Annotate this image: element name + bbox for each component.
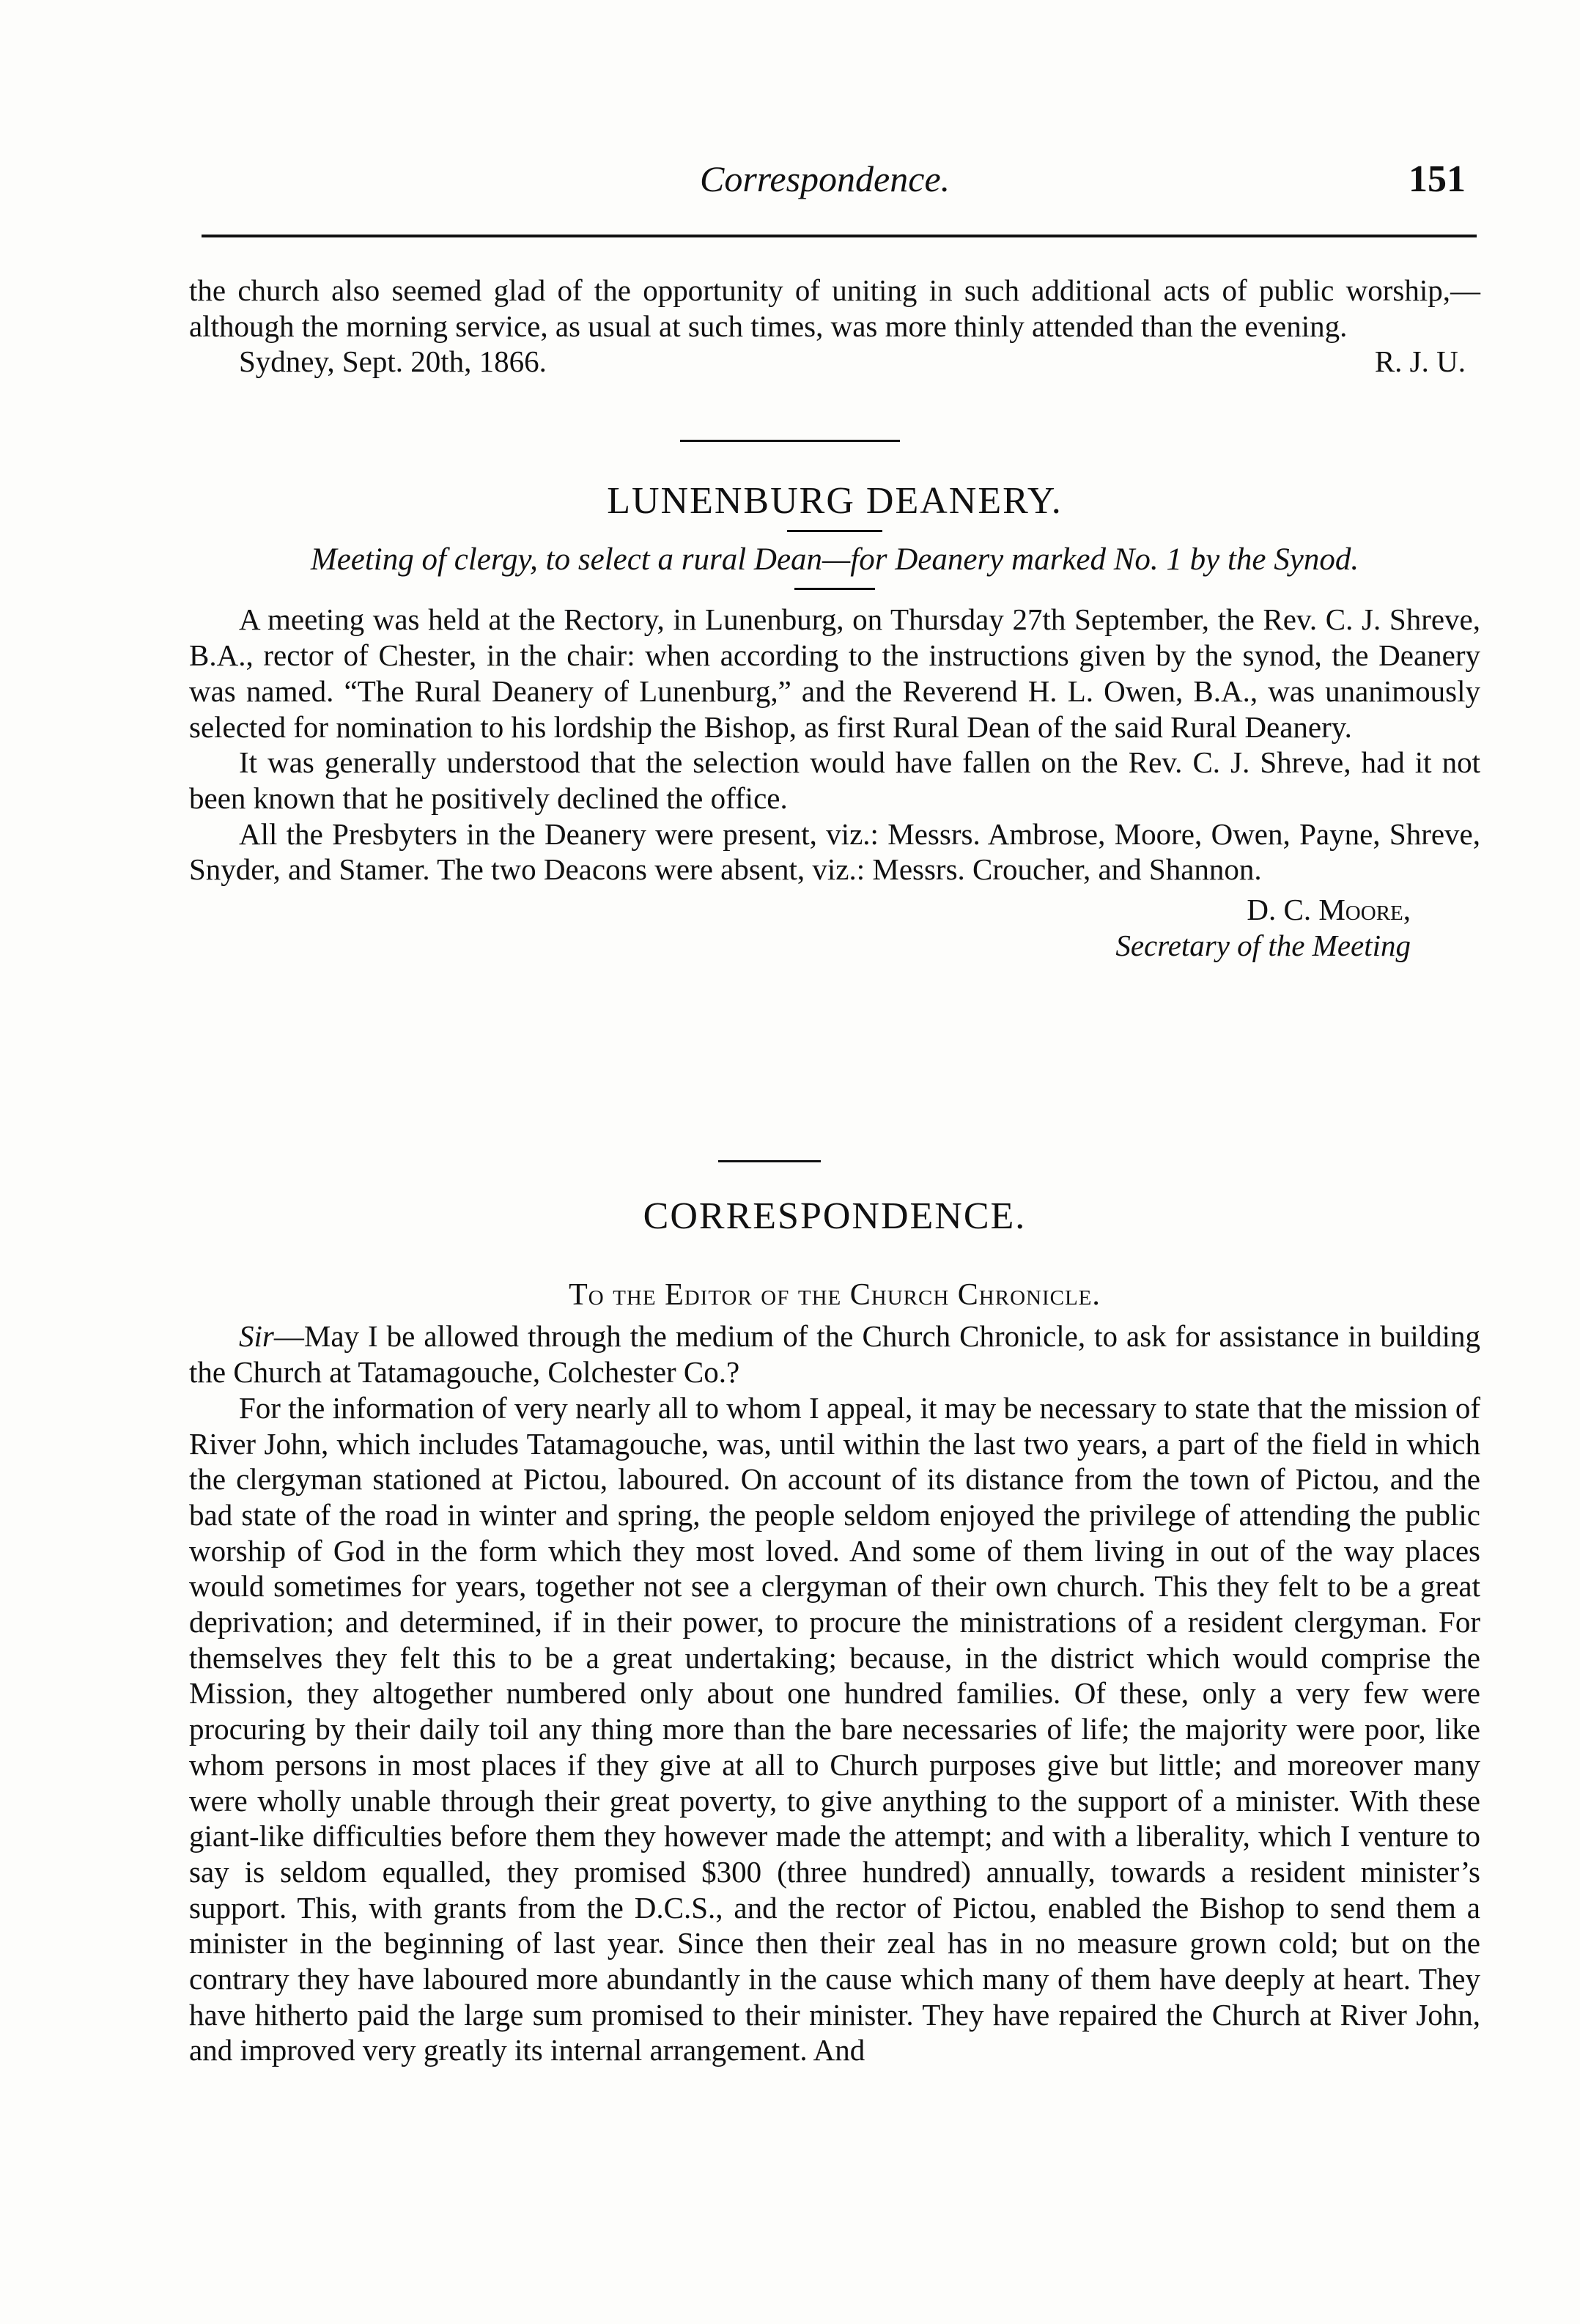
signature-name: D. C. Moore, bbox=[1247, 893, 1411, 927]
lunenburg-paragraph: It was generally understood that the selection would have fallen on the Rev. C. J. Shreve, had it not been known that he positively declined the office. bbox=[189, 745, 1480, 815]
divider-rule bbox=[718, 1160, 821, 1162]
to-editor-line: To the Editor of the Church Chronicle. bbox=[569, 1277, 1101, 1312]
lunenburg-paragraph: All the Presbyters in the Deanery were present, viz.: Messrs. Ambrose, Moore, Owen, Payne, Shreve, Snyder, and Stamer. The two Deacons were absent, viz.: Messrs. Croucher, and Shannon. bbox=[189, 816, 1480, 887]
lunenburg-paragraph: A meeting was held at the Rectory, in Lunenburg, on Thursday 27th September, the Rev. C. J. Shreve, B.A., rector of Chester, in the chair: when according to the instructions given by the synod, the Deanery was named. “The Rural Deanery of Lunenburg,” and the Reverend H. L. Owen, B.A., was unanimously selected for nomination to his lordship the Bishop, as first Rural Dean of the said Rural Deanery. bbox=[189, 602, 1480, 744]
title-underline bbox=[787, 530, 882, 532]
subtitle-underline bbox=[794, 588, 875, 590]
secretary-signature bbox=[189, 892, 1480, 928]
header-rule bbox=[202, 235, 1477, 237]
carryover-signoff bbox=[189, 344, 1480, 380]
lunenburg-subtitle: Meeting of clergy, to select a rural Dean—for Deanery marked No. 1 by the Synod. bbox=[310, 542, 1359, 577]
letter-paragraph bbox=[189, 1318, 1480, 1390]
letter-paragraph: For the information of very nearly all to whom I appeal, it may be necessary to state that the mission of River John, which includes Tatamagouche, was, until within the last two years, a part of the field in which the clergyman stationed at Pictou, laboured. On account of its distance from the town of Pictou, and the bad state of the road in winter and spring, the people seldom enjoyed the privilege of attending the public worship of God in the form which they most loved. And some of them living in out of the way places would sometimes for years, together not see a clergyman of their own church. This they felt to be a great deprivation; and determined, if in their power, to procure the ministrations of a resident clergyman. For themselves they felt this to be a great undertaking; because, in the district which would comprise the Mission, they altogether numbered only about one hundred families. Of these, only a very few were procuring by their daily toil any thing more than the bare necessaries of life; the majority were poor, like whom persons in most places if they give at all to Church purposes give but little; and moreover many were wholly unable through their great poverty, to give anything to the support of a minister. With these giant-like difficulties before them they however made the attempt; and with a liberality, which I venture to say is seldom equalled, they promised $300 (three hundred) annually, towards a resident minister’s support. This, with grants from the D.C.S., and the rector of Pictou, enabled the Bishop to send them a minister in the beginning of last year. Since then their zeal has in no measure grown cold; but on the contrary they have laboured more abundantly in the cause which many of them have deeply at heart. They have hitherto paid the large sum promised to their minister. They have repaired the Church at River John, and improved very greatly its internal arrangement. And bbox=[189, 1390, 1480, 2067]
running-title: Correspondence. bbox=[700, 158, 950, 199]
section-title-correspondence: CORRESPONDENCE. bbox=[643, 1195, 1027, 1237]
section-title-lunenburg: LUNENBURG DEANERY. bbox=[607, 480, 1063, 522]
signature-role: Secretary of the Meeting bbox=[1115, 928, 1411, 962]
correspondence-section bbox=[189, 1195, 1480, 2068]
page-number: 151 bbox=[1409, 158, 1466, 200]
divider-rule bbox=[680, 440, 900, 442]
salutation: Sir bbox=[239, 1319, 274, 1354]
carryover-block bbox=[189, 273, 1480, 380]
place-date: Sydney, Sept. 20th, 1866. bbox=[239, 344, 547, 379]
carryover-signature: R. J. U. bbox=[1374, 344, 1466, 379]
page-header bbox=[202, 158, 1477, 224]
letter-opening: —May I be allowed through the medium of the Church Chronicle, to ask for assistance in building the Church at Tatamagouche, Colchester Co.? bbox=[189, 1319, 1480, 1390]
lunenburg-section bbox=[189, 480, 1480, 963]
carryover-paragraph: the church also seemed glad of the opportunity of uniting in such additional acts of public worship,—although the morning service, as usual at such times, was more thinly attended than the evening. bbox=[189, 273, 1480, 343]
